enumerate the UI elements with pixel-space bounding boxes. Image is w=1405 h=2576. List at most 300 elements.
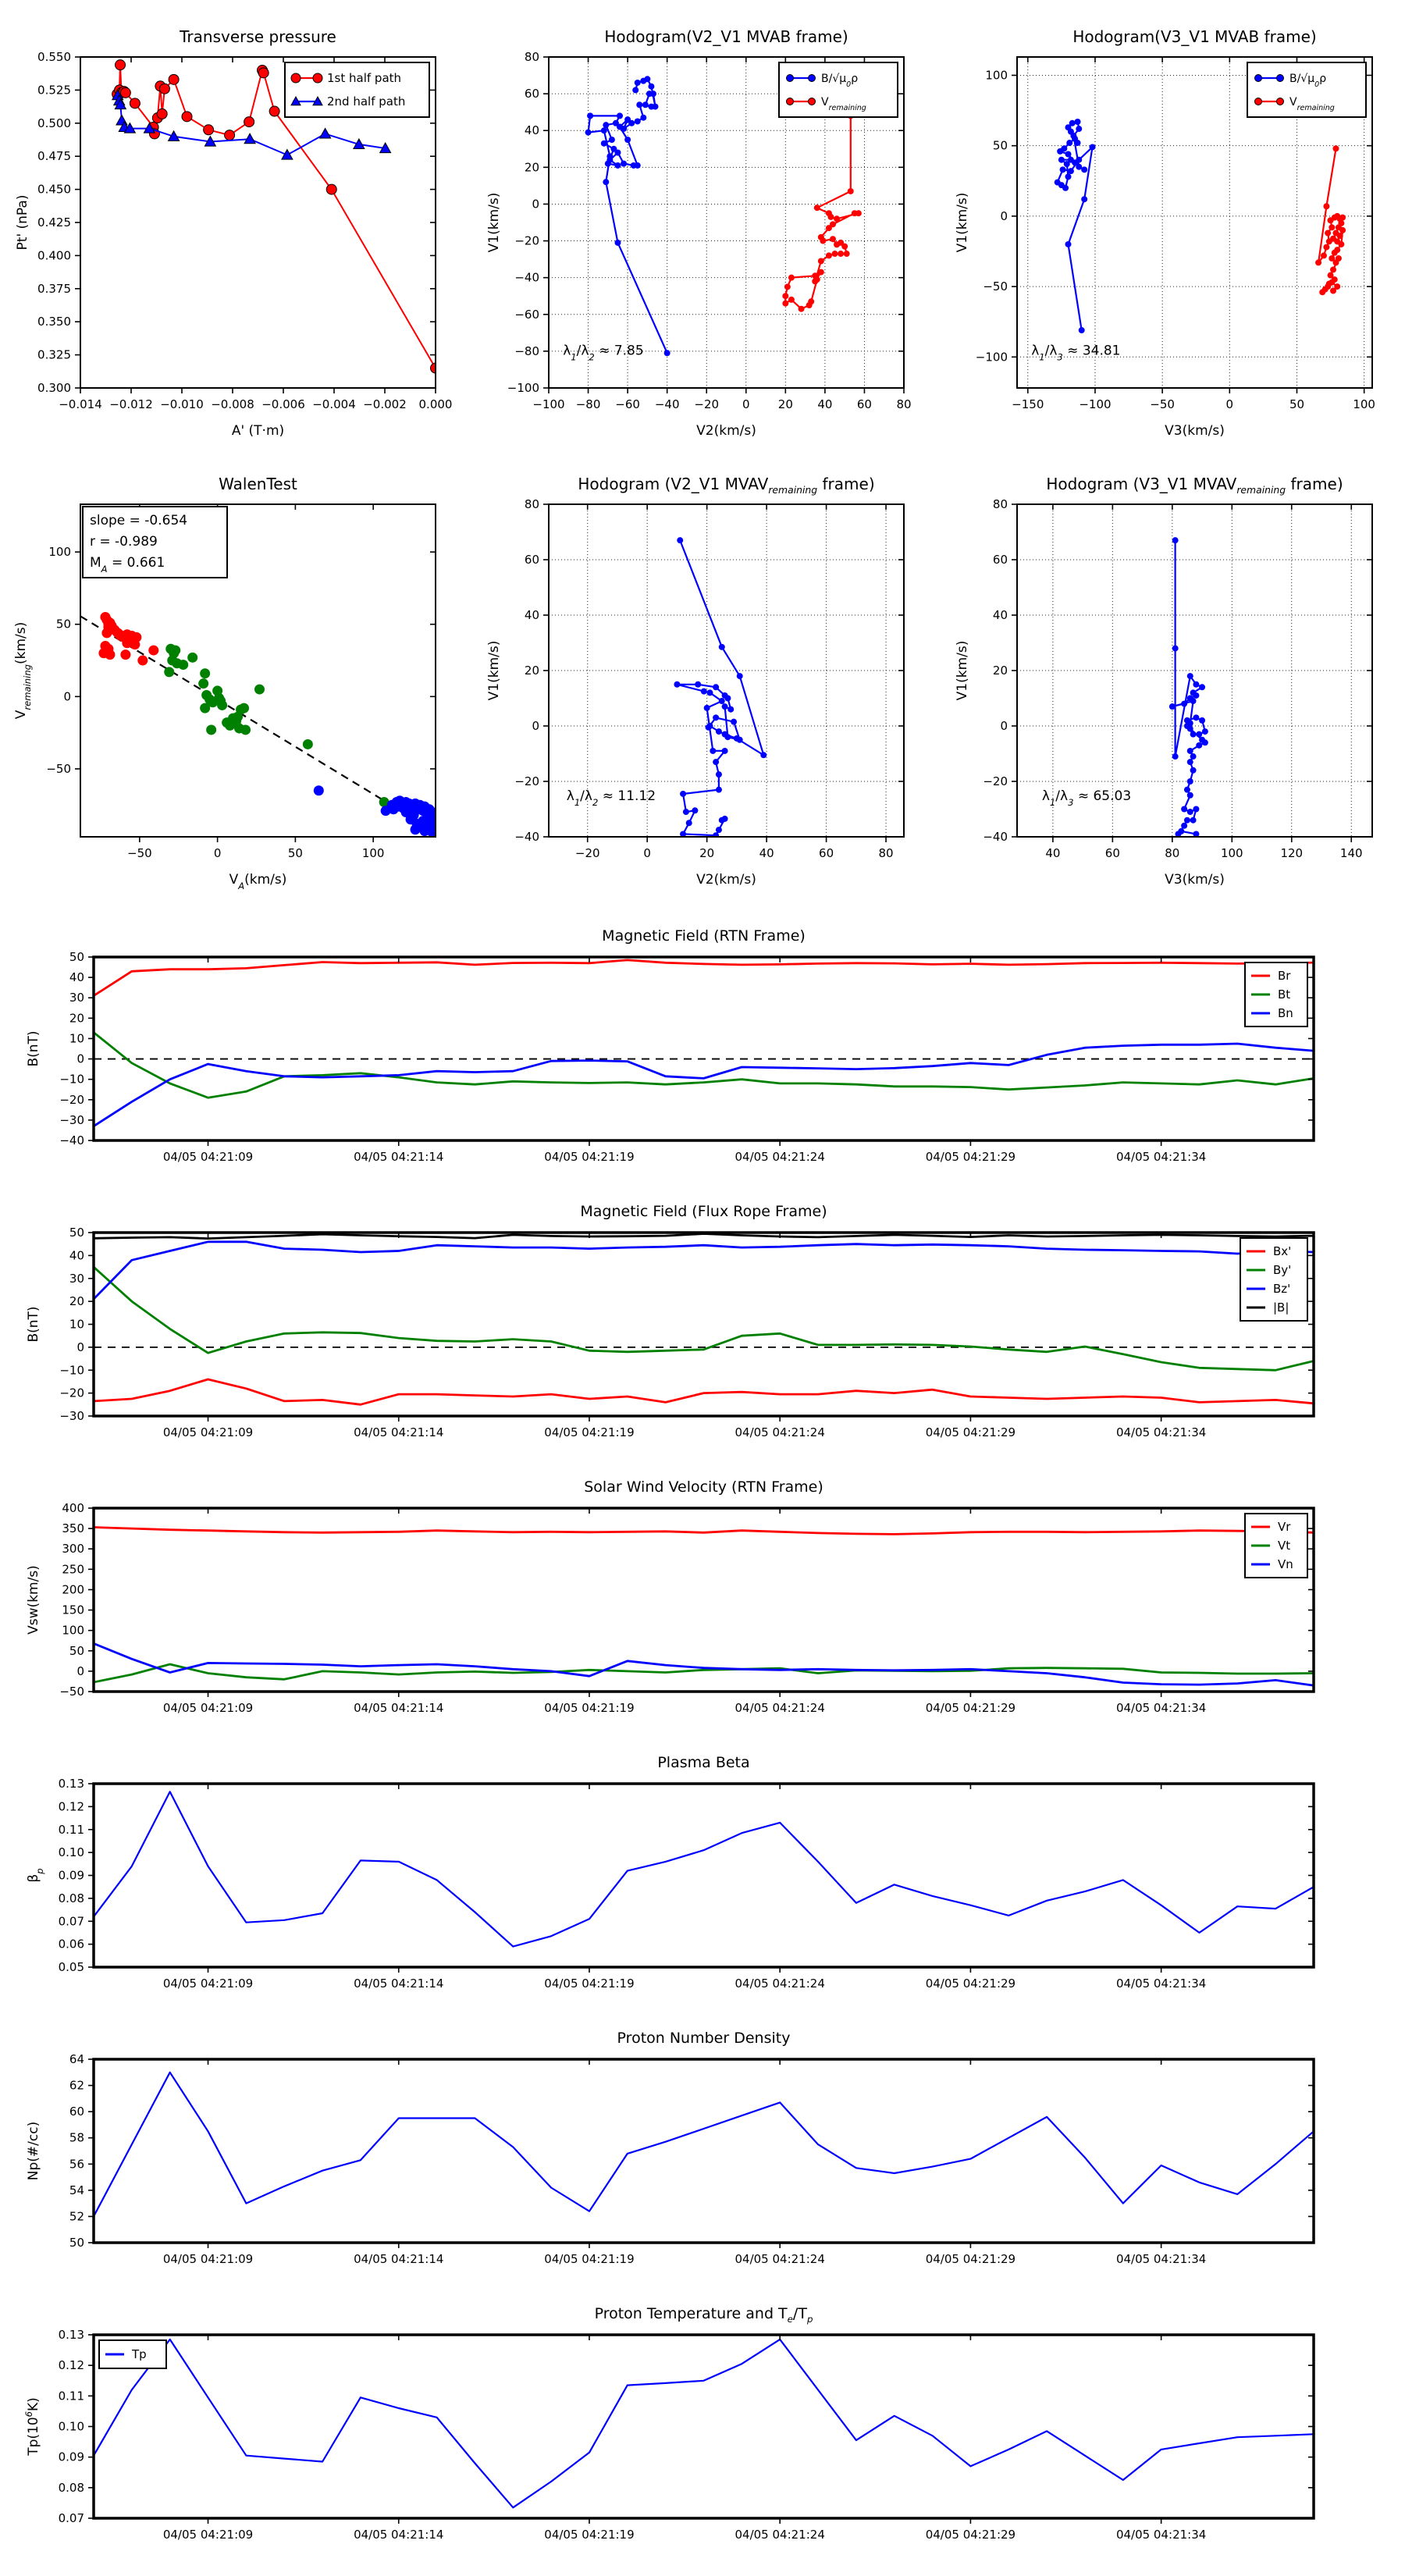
ticks [88,2059,1314,2248]
x-tick-label: 04/05 04:21:24 [735,1150,825,1164]
y-tick-label: 0.350 [37,315,71,329]
y-tick-label: 0.06 [58,1937,84,1952]
series-V remaining [782,112,862,311]
series-Vr [94,1528,1314,1535]
x-tick-label: 04/05 04:21:14 [354,1976,444,1991]
x-tick-label: 04/05 04:21:29 [925,1701,1016,1715]
y-tick-label: 0.375 [37,281,71,296]
y-tick-label: 0.11 [58,2389,84,2403]
x-tick-label: 04/05 04:21:19 [544,2528,635,2542]
y-tick-label: 0 [532,197,539,212]
ticks [543,504,904,842]
x-tick-label: 0 [1225,397,1234,411]
x-tick-label: −0.006 [261,397,305,411]
y-tick-label: −50 [46,761,71,776]
x-tick-label: −150 [1012,397,1044,411]
hodogram-v2v1-mvab-plot [475,12,937,457]
legend-label: $B/√\mu_0\rho$ [1289,73,1327,89]
x-tick-label: 80 [896,397,912,411]
tick-labels [59,2328,1207,2542]
legend-label: $V_{remaining}$ [821,96,866,112]
y-axis-label: V1(km/s) [486,640,502,701]
x-tick-label: 04/05 04:21:09 [162,1701,254,1715]
y-tick-label: 0.10 [58,1845,84,1860]
x-tick-label: 04/05 04:21:19 [544,1425,635,1439]
x-tick-label: −20 [694,397,720,411]
x-tick-label: 04/05 04:21:19 [544,2252,635,2266]
y-tick-label: 30 [69,991,84,1005]
chart-plasma-beta [0,1748,1405,2023]
x-tick-label: 04/05 04:21:09 [162,1150,254,1164]
axes-frame [94,2059,1314,2243]
magnetic-field-rtn-plot [0,921,1405,1197]
x-tick-label: 60 [1104,846,1120,860]
y-tick-label: 58 [69,2130,84,2145]
y-tick-label: −40 [514,830,539,844]
ticks [88,2335,1314,2524]
y-tick-label: 52 [69,2209,84,2224]
x-tick-label: 04/05 04:21:34 [1115,1701,1207,1715]
x-tick-label: 80 [878,846,894,860]
y-tick-label: 0.425 [37,215,71,229]
fit-stat-line: slope = -0.654 [90,513,188,528]
tick-labels [59,1777,1207,1991]
y-tick-label: 250 [62,1562,84,1577]
proton-number-density-title: Proton Number Density [617,2030,791,2047]
y-tick-label: 0 [1000,719,1008,733]
chart-magnetic-field-flux-rope [0,1197,1405,1472]
y-tick-label: 0.525 [37,83,71,98]
y-tick-label: −30 [59,1112,84,1127]
y-tick-label: 80 [992,497,1008,511]
y-tick-label: 50 [55,617,71,632]
y-tick-label: −20 [983,774,1008,788]
y-tick-label: −50 [983,279,1008,294]
x-tick-label: −0.014 [59,397,102,411]
y-tick-label: 80 [524,497,539,511]
y-tick-label: 64 [69,2052,84,2066]
hodogram-v3v1-mvab-plot [943,12,1405,457]
series-Bt [94,1033,1314,1098]
ticks [88,957,1314,1146]
series-layer [94,1528,1314,1686]
y-axis-label: V1(km/s) [955,192,970,253]
plasma-beta-title: Plasma Beta [657,1754,750,1771]
x-tick-label: 04/05 04:21:24 [735,2528,825,2542]
x-tick-label: 04/05 04:21:29 [925,1976,1016,1991]
y-tick-label: 50 [69,1226,84,1240]
x-tick-label: 04/05 04:21:24 [735,2252,825,2266]
x-tick-label: −100 [532,397,565,411]
x-tick-label: −0.002 [363,397,407,411]
x-tick-label: 0 [643,846,651,860]
grid [1017,504,1372,837]
proton-number-density-plot [0,2023,1405,2299]
proton-temperature-plot [0,2299,1405,2574]
series-layer [1169,537,1208,837]
x-tick-label: 04/05 04:21:09 [162,1425,254,1439]
x-tick-label: 04/05 04:21:29 [925,2252,1016,2266]
x-tick-label: 60 [856,397,872,411]
x-axis-label: V3(km/s) [1165,872,1225,888]
y-tick-label: 0.325 [37,347,71,362]
chart-solar-wind-velocity [0,1472,1405,1748]
legend-label: $B/√\mu_0\rho$ [821,73,859,89]
chart-walen-test [6,459,468,906]
y-tick-label: 0 [76,1340,84,1354]
x-tick-label: 04/05 04:21:34 [1115,1425,1207,1439]
y-tick-label: 0.450 [37,182,71,197]
y-tick-label: 400 [62,1501,84,1515]
lambda-ratio-annotation: $\lambda_1/\lambda_3 \approx 65.03$ [1041,788,1132,809]
y-tick-label: 0.08 [58,2480,84,2495]
y-tick-label: −10 [59,1363,84,1378]
y-axis-label: V1(km/s) [955,640,970,701]
y-tick-label: −20 [59,1386,84,1400]
tick-labels [514,497,893,860]
hodogram-v3v1-mvav-title: Hodogram (V3_V1 $MVAV_{remaining}$ frame) [1046,475,1343,496]
series-layer [80,612,441,838]
x-tick-label: 04/05 04:21:14 [354,1425,444,1439]
chart-magnetic-field-rtn [0,921,1405,1197]
x-tick-label: 04/05 04:21:34 [1115,1150,1207,1164]
axes-frame [94,2335,1314,2518]
series-layer [585,76,862,356]
y-tick-label: 0.12 [58,1799,84,1814]
x-tick-label: 04/05 04:21:34 [1115,2528,1207,2542]
y-tick-label: −30 [59,1409,84,1423]
y-tick-label: −20 [514,233,539,248]
y-axis-label: Pt' (nPa) [15,194,30,251]
walen-test-plot [6,459,468,906]
y-axis-label: $V_{remaining}(km/s)$ [13,621,33,720]
series-Tp [94,2339,1314,2507]
x-tick-label: 100 [361,846,385,860]
x-tick-label: −50 [1150,397,1175,411]
y-tick-label: −100 [507,381,539,395]
x-tick-label: 04/05 04:21:14 [354,2252,444,2266]
fit-stat-line: r = -0.989 [90,534,158,550]
series-layer [1055,119,1346,333]
x-tick-label: −100 [1079,397,1112,411]
x-tick-label: 04/05 04:21:24 [735,1425,825,1439]
x-tick-label: 04/05 04:21:34 [1115,1976,1207,1991]
y-tick-label: 0.09 [58,1868,84,1883]
series-layer [674,537,767,838]
series-layer [94,2339,1314,2507]
magnetic-field-rtn-title: Magnetic Field (RTN Frame) [602,927,806,945]
y-tick-label: 0.08 [58,1891,84,1905]
y-tick-label: 20 [992,664,1008,678]
tick-labels [59,1501,1206,1715]
y-tick-label: 20 [524,664,539,678]
y-tick-label: 40 [524,608,539,622]
legend [1240,1238,1307,1321]
legend-label: Bx' [1273,1244,1292,1258]
series-layer [94,960,1314,1126]
y-tick-label: 60 [524,553,539,567]
y-tick-label: 0.550 [37,50,71,64]
series-layer [94,2073,1314,2217]
lambda-ratio-annotation: $\lambda_1/\lambda_2 \approx 11.12$ [566,788,656,809]
series-layer [94,1791,1314,1946]
series-last-segment [314,785,441,838]
tick-labels [59,1226,1206,1439]
x-tick-label: 40 [817,397,833,411]
solar-wind-velocity-plot [0,1472,1405,1748]
y-tick-label: 0 [63,689,71,704]
x-tick-label: 120 [1280,846,1304,860]
y-tick-label: 20 [524,160,539,175]
legend [1245,1514,1307,1578]
legend [779,62,898,117]
legend-label: Vr [1278,1520,1291,1534]
axes-frame [94,1233,1314,1416]
y-tick-label: 0.500 [37,116,71,130]
y-tick-label: 80 [524,50,539,64]
x-tick-label: 80 [1165,846,1180,860]
y-tick-label: 20 [69,1011,84,1026]
x-axis-label: A' (T·m) [231,423,285,439]
lambda-ratio-annotation: $\lambda_1/\lambda_3 \approx 34.81$ [1031,343,1121,363]
x-tick-label: −20 [574,846,600,860]
tick-labels [983,497,1362,860]
series-V remaining [1315,145,1346,295]
legend [99,2340,166,2368]
y-tick-label: 0.300 [37,381,71,395]
series-|B| [94,1234,1314,1239]
chart-hodogram-v3v1-mvab [943,12,1405,457]
y-tick-label: 0.07 [58,1914,84,1929]
y-tick-label: 0 [532,719,539,733]
y-tick-label: 0.07 [58,2511,84,2525]
x-tick-label: −40 [654,397,680,411]
series-Bn [94,1044,1314,1126]
series-B/sqrt(mu0 rho) [1055,119,1096,333]
y-tick-label: 40 [524,123,539,138]
series-B/sqrt(mu0 rho) [1169,537,1208,837]
x-axis-label: V2(km/s) [696,423,756,439]
walen-test-title: WalenTest [219,475,297,493]
axes-frame [94,1784,1314,1967]
transverse-pressure-title: Transverse pressure [180,27,336,46]
x-tick-label: 04/05 04:21:14 [354,2528,444,2542]
legend-label: By' [1273,1263,1292,1277]
y-axis-label: B(nT) [26,1306,41,1343]
x-tick-label: 100 [1353,397,1375,411]
hodogram-v3v1-mvav-plot [943,459,1405,906]
y-tick-label: 100 [985,68,1008,83]
y-tick-label: 150 [62,1603,84,1617]
y-tick-label: 10 [69,1317,84,1332]
tick-labels [976,68,1375,411]
x-tick-label: −80 [575,397,601,411]
y-axis-label: Np(#/cc) [26,2121,41,2181]
y-tick-label: 0.13 [58,2328,84,2342]
y-tick-label: 350 [62,1521,84,1536]
y-tick-label: 0.475 [37,149,71,164]
series-B/sqrt(mu0 rho) [585,76,670,356]
legend-label: 2nd half path [327,94,406,109]
y-tick-label: −40 [514,270,539,285]
y-tick-label: 0.05 [58,1960,84,1974]
x-tick-label: 04/05 04:21:19 [544,1150,635,1164]
series-B/sqrt(mu0 rho) [674,537,767,838]
x-tick-label: 04/05 04:21:19 [544,1701,635,1715]
y-tick-label: −60 [514,307,539,322]
x-tick-label: 04/05 04:21:29 [925,1150,1016,1164]
x-tick-label: 04/05 04:21:09 [162,2252,254,2266]
legend [1247,62,1366,117]
magnetic-field-flux-rope-plot [0,1197,1405,1472]
x-tick-label: 04/05 04:21:14 [354,1150,444,1164]
hodogram-v2v1-mvav-title: Hodogram (V2_V1 $MVAV_{remaining}$ frame) [578,475,875,496]
y-tick-label: 56 [69,2157,84,2172]
legend [285,62,429,117]
x-tick-label: 04/05 04:21:29 [925,1425,1016,1439]
y-tick-label: 100 [62,1623,84,1638]
legend-label: Bt [1278,987,1291,1002]
transverse-pressure-plot [6,12,468,457]
legend-label: 1st half path [327,71,402,85]
legend-label: Bz' [1273,1282,1291,1296]
x-tick-label: 140 [1339,846,1363,860]
x-tick-label: 04/05 04:21:24 [735,1976,825,1991]
legend-label: Br [1278,969,1291,983]
y-tick-label: 0 [76,1663,84,1678]
chart-proton-number-density [0,2023,1405,2299]
legend-label: Bn [1278,1006,1293,1020]
chart-proton-temperature [0,2299,1405,2574]
x-tick-label: −0.012 [109,397,153,411]
y-tick-label: 0.11 [58,1822,84,1837]
y-tick-label: −80 [514,343,539,358]
x-tick-label: 100 [1220,846,1243,860]
series-Bx' [94,1379,1314,1404]
y-axis-label: V1(km/s) [486,192,502,253]
x-tick-label: −0.004 [312,397,356,411]
x-tick-label: 04/05 04:21:09 [162,1976,254,1991]
series-layer [94,1234,1314,1405]
y-tick-label: 20 [69,1294,84,1309]
series-beta_p [94,1791,1314,1946]
y-tick-label: −40 [59,1133,84,1147]
legend-label: Vt [1278,1539,1291,1553]
y-tick-label: 0.09 [58,2450,84,2464]
chart-hodogram-v2v1-mvav [475,459,937,906]
x-tick-label: 04/05 04:21:24 [735,1701,825,1715]
y-tick-label: 50 [69,950,84,964]
hodogram-v2v1-mvab-title: Hodogram(V2_V1 MVAB frame) [604,27,848,46]
x-tick-label: 40 [1045,846,1061,860]
plasma-beta-plot [0,1748,1405,2023]
x-axis-label: V2(km/s) [696,872,756,888]
x-tick-label: 04/05 04:21:19 [544,1976,635,1991]
legend-label: Tp [132,2347,147,2361]
tick-labels [69,2052,1206,2266]
y-tick-label: 50 [992,138,1008,153]
y-axis-label: B(nT) [26,1030,41,1067]
y-tick-label: 60 [69,2105,84,2119]
x-tick-label: 04/05 04:21:34 [1115,2252,1207,2266]
y-tick-label: 54 [69,2183,84,2197]
proton-temperature-title: Proton Temperature and $T_e/T_p$ [594,2305,813,2325]
legend [1245,962,1307,1026]
fit-stat-line: $M_A = 0.661$ [90,555,165,575]
y-tick-label: 0.13 [58,1777,84,1791]
y-tick-label: 40 [69,970,84,985]
chart-hodogram-v3v1-mvav [943,459,1405,906]
x-tick-label: 04/05 04:21:09 [162,2528,254,2542]
y-tick-label: −20 [59,1092,84,1107]
x-tick-label: −50 [127,846,152,860]
y-tick-label: 40 [69,1248,84,1263]
y-tick-label: 0.400 [37,248,71,263]
y-tick-label: 60 [992,553,1008,567]
y-tick-label: 200 [62,1582,84,1597]
y-tick-label: 50 [69,1643,84,1658]
x-tick-label: 0 [742,397,750,411]
x-axis-label: V3(km/s) [1165,423,1225,439]
y-tick-label: 30 [69,1271,84,1286]
solar-wind-velocity-title: Solar Wind Velocity (RTN Frame) [584,1478,823,1496]
series-Br [94,960,1314,996]
axes-frame [94,957,1314,1140]
hodogram-v3v1-mvab-title: Hodogram(V3_V1 MVAB frame) [1072,27,1317,46]
y-tick-label: −50 [59,1685,84,1699]
y-tick-label: −40 [983,830,1008,844]
lambda-ratio-annotation: $\lambda_1/\lambda_2 \approx 7.85$ [563,343,644,363]
hodogram-v2v1-mvav-plot [475,459,937,906]
x-tick-label: −0.008 [211,397,254,411]
legend-label: Vn [1278,1557,1293,1571]
fit-stats-box [83,507,227,578]
y-tick-label: 0 [76,1051,84,1066]
x-tick-label: 50 [1289,397,1305,411]
x-tick-label: −0.010 [160,397,204,411]
chart-transverse-pressure [6,12,468,457]
x-tick-label: 0.000 [418,397,453,411]
x-tick-label: 04/05 04:21:29 [925,2528,1016,2542]
ticks [88,1784,1314,1973]
y-tick-label: −100 [975,350,1008,365]
y-tick-label: 0.12 [58,2358,84,2373]
y-tick-label: 50 [69,2236,84,2250]
series-Bz' [94,1242,1314,1299]
y-tick-label: 40 [992,608,1008,622]
grid [549,504,904,837]
y-axis-label: $\beta_p$ [26,1868,45,1883]
legend-label: |B| [1273,1300,1289,1315]
y-tick-label: 0 [1000,208,1008,223]
x-tick-label: −60 [615,397,640,411]
x-tick-label: 40 [759,846,774,860]
y-tick-label: −20 [514,774,539,788]
y-tick-label: −10 [59,1072,84,1087]
y-tick-label: 10 [69,1031,84,1046]
magnetic-field-flux-rope-title: Magnetic Field (Flux Rope Frame) [580,1203,827,1220]
legend-label: $V_{remaining}$ [1289,96,1335,112]
y-axis-label: Vsw(km/s) [26,1565,41,1635]
tick-labels [59,950,1206,1164]
y-tick-label: 100 [48,545,71,560]
series-Np [94,2073,1314,2217]
chart-hodogram-v2v1-mvab [475,12,937,457]
series-By' [94,1267,1314,1370]
x-tick-label: 20 [699,846,715,860]
x-tick-label: 50 [287,846,303,860]
y-axis-label: $Tp(10^6K)$ [23,2397,41,2456]
